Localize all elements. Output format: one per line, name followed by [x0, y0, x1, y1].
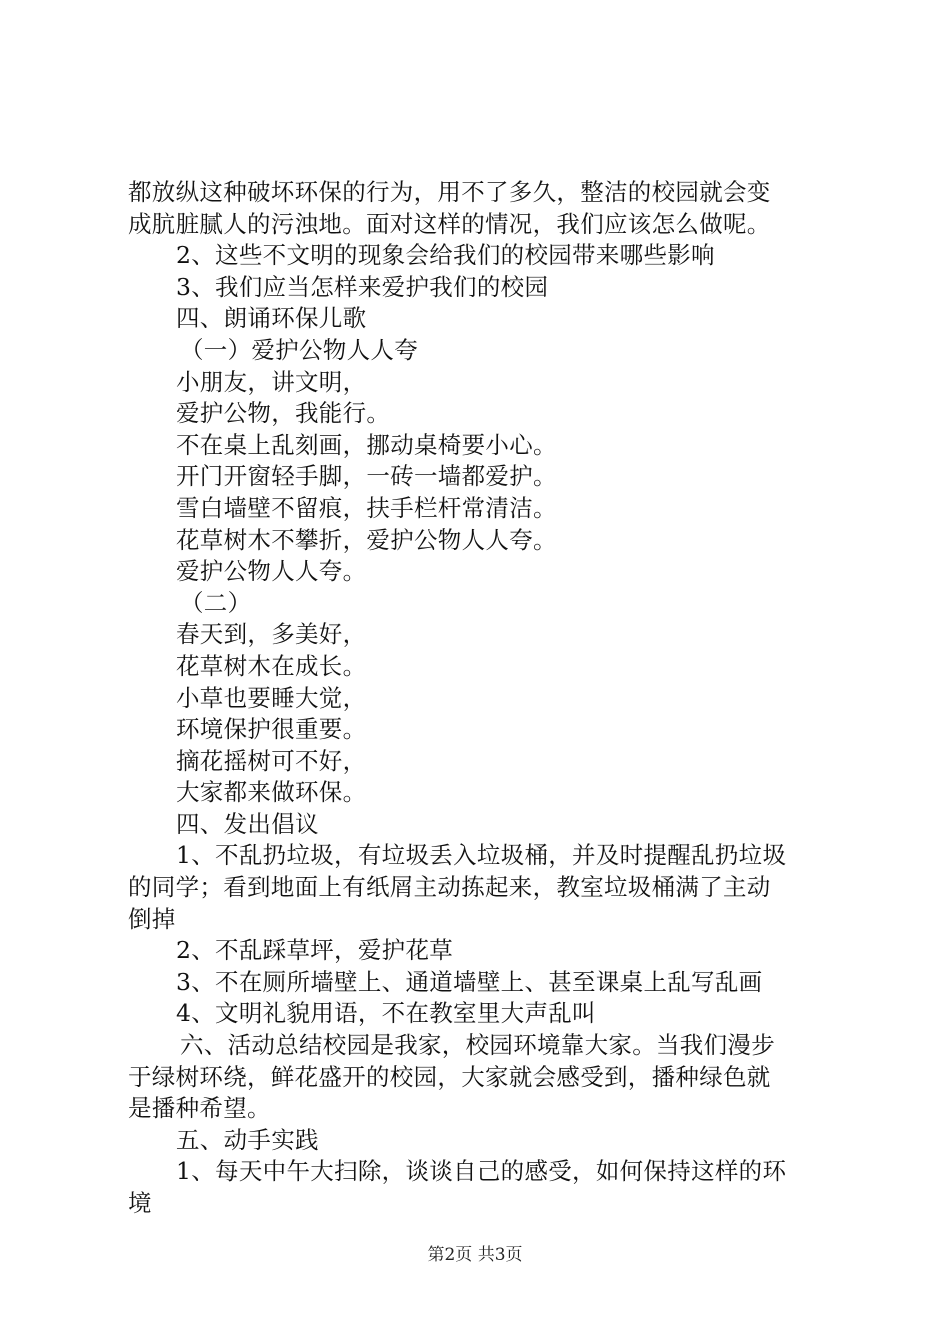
- text-line: 的同学；看到地面上有纸屑主动拣起来，教室垃圾桶满了主动: [128, 873, 771, 902]
- text-line: 环境保护很重要。: [176, 715, 367, 744]
- text-line: 于绿树环绕，鲜花盛开的校园，大家就会感受到，播种绿色就: [128, 1062, 771, 1091]
- text-line: 四、发出倡议: [176, 809, 319, 838]
- text-line: 3、不在厕所墙壁上、通道墙壁上、甚至课桌上乱写乱画: [176, 967, 763, 996]
- text-line: 大家都来做环保。: [176, 778, 367, 807]
- text-line: 4、文明礼貌用语，不在教室里大声乱叫: [176, 999, 596, 1028]
- text-line: 3、我们应当怎样来爱护我们的校园: [176, 272, 549, 301]
- text-line: 五、动手实践: [176, 1125, 319, 1154]
- text-line: 小草也要睡大觉，: [176, 683, 367, 712]
- text-line: 1、每天中午大扫除，谈谈自己的感受，如何保持这样的环: [176, 1157, 787, 1186]
- text-line: 春天到，多美好，: [176, 620, 367, 649]
- text-line: 境: [128, 1189, 152, 1217]
- text-line: 2、不乱踩草坪，爱护花草: [176, 936, 454, 965]
- text-line: 是播种希望。: [128, 1094, 271, 1123]
- page-footer: 第2页 共3页: [427, 1245, 523, 1265]
- text-line: 摘花摇树可不好，: [176, 746, 367, 775]
- text-line: 爱护公物人人夸。: [176, 557, 367, 586]
- text-line: 不在桌上乱刻画，挪动桌椅要小心。: [176, 430, 557, 459]
- text-line: 花草树木不攀折，爱护公物人人夸。: [176, 525, 557, 554]
- text-line: 六、活动总结校园是我家，校园环境靠大家。当我们漫步: [180, 1031, 775, 1060]
- text-line: 开门开窗轻手脚，一砖一墙都爱护。: [176, 462, 557, 491]
- text-line: （一）爱护公物人人夸: [180, 335, 418, 364]
- text-line: （二）: [180, 588, 252, 617]
- text-line: 小朋友，讲文明，: [176, 367, 367, 396]
- text-line: 成肮脏腻人的污浊地。面对这样的情况，我们应该怎么做呢。: [128, 209, 771, 238]
- document-body: [128, 177, 833, 1220]
- text-line: 都放纵这种破坏环保的行为，用不了多久，整洁的校园就会变: [128, 178, 771, 206]
- text-line: 雪白墙壁不留痕，扶手栏杆常清洁。: [176, 493, 557, 522]
- text-line: 花草树木在成长。: [176, 651, 367, 680]
- text-line: 2、这些不文明的现象会给我们的校园带来哪些影响: [176, 241, 715, 270]
- text-line: 爱护公物，我能行。: [176, 399, 391, 428]
- text-line: 四、朗诵环保儿歌: [176, 304, 367, 333]
- text-line: 1、不乱扔垃圾，有垃圾丢入垃圾桶，并及时提醒乱扔垃圾: [176, 841, 787, 870]
- text-line: 倒掉: [128, 904, 176, 933]
